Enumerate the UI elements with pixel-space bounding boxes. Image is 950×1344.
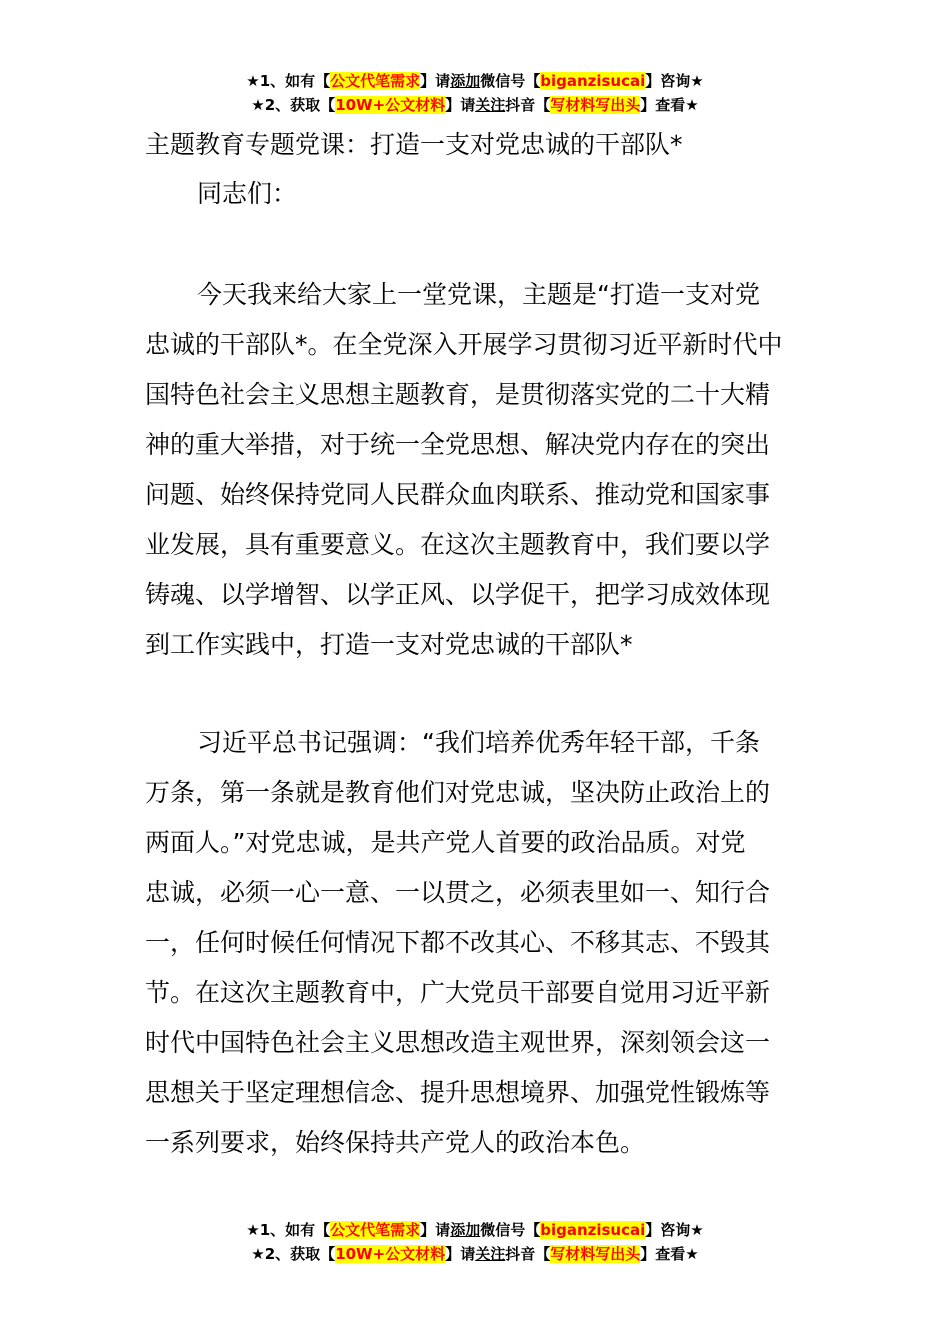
paragraph-line: 习近平总书记强调：“我们培养优秀年轻干部，千条 bbox=[197, 728, 760, 757]
highlight-douyin-account: 写材料写出头 bbox=[550, 96, 641, 114]
banner-text: 微信号【 bbox=[480, 72, 541, 90]
ad-banner-line-2 bbox=[0, 93, 950, 117]
paragraph-line: 一，任何时候任何情况下都不改其心、不移其志、不毁其 bbox=[145, 928, 771, 957]
ad-banner-top bbox=[0, 69, 950, 117]
ad-banner-line-2 bbox=[0, 1242, 950, 1266]
banner-text: 抖音【 bbox=[505, 96, 551, 114]
paragraph-line: 忠诚，必须一心一意、一以贯之，必须表里如一、知行合 bbox=[145, 878, 771, 907]
banner-text: 】请 bbox=[445, 1245, 476, 1263]
paragraph-2 bbox=[145, 718, 810, 1168]
banner-underlined-text: 添加 bbox=[450, 1221, 481, 1239]
banner-text: ★1、如有【 bbox=[246, 72, 331, 90]
highlight-service: 公文代笔需求 bbox=[330, 1221, 421, 1239]
paragraph-line: 思想关于坚定理想信念、提升思想境界、加强党性锻炼等 bbox=[145, 1078, 771, 1107]
paragraph-line: 一系列要求，始终保持共产党人的政治本色。 bbox=[145, 1128, 646, 1157]
banner-text: ★1、如有【 bbox=[246, 1221, 331, 1239]
banner-text: 微信号【 bbox=[480, 1221, 541, 1239]
banner-text: ★2、获取【 bbox=[251, 96, 336, 114]
paragraph-line: 节。在这次主题教育中，广大党员干部要自觉用习近平新 bbox=[145, 978, 771, 1007]
paragraph-line: 到工作实践中，打造一支对党忠诚的干部队* bbox=[145, 630, 633, 659]
highlight-wechat-id: biganzisucai bbox=[540, 1221, 646, 1239]
banner-text: 】咨询★ bbox=[645, 72, 704, 90]
banner-text: 】查看★ bbox=[640, 96, 699, 114]
highlight-materials: 10W+公文材料 bbox=[335, 96, 446, 114]
banner-text: ★2、获取【 bbox=[251, 1245, 336, 1263]
banner-text: 抖音【 bbox=[505, 1245, 551, 1263]
paragraph-line: 业发展，具有重要意义。在这次主题教育中，我们要以学 bbox=[145, 530, 771, 559]
banner-text: 】请 bbox=[420, 72, 451, 90]
banner-text: 】请 bbox=[445, 96, 476, 114]
highlight-materials: 10W+公文材料 bbox=[335, 1245, 446, 1263]
banner-text: 】请 bbox=[420, 1221, 451, 1239]
ad-banner-bottom bbox=[0, 1218, 950, 1266]
banner-text: 】查看★ bbox=[640, 1245, 699, 1263]
ad-banner-line-1 bbox=[0, 1218, 950, 1242]
paragraph-line: 铸魂、以学增智、以学正风、以学促干，把学习成效体现 bbox=[145, 580, 771, 609]
paragraph-line: 神的重大举措，对于统一全党思想、解决党内存在的突出 bbox=[145, 430, 771, 459]
document-title: 主题教育专题党课：打造一支对党忠诚的干部队* bbox=[145, 130, 683, 159]
paragraph-line: 忠诚的干部队*。在全党深入开展学习贯彻习近平新时代中 bbox=[145, 330, 783, 359]
banner-underlined-text: 关注 bbox=[475, 96, 506, 114]
paragraph-line: 时代中国特色社会主义思想改造主观世界，深刻领会这一 bbox=[145, 1028, 771, 1057]
paragraph-1 bbox=[145, 270, 810, 670]
paragraph-line: 两面人。”对党忠诚，是共产党人首要的政治品质。对党 bbox=[145, 828, 746, 857]
highlight-service: 公文代笔需求 bbox=[330, 72, 421, 90]
banner-underlined-text: 关注 bbox=[475, 1245, 506, 1263]
paragraph-line: 问题、始终保持党同人民群众血肉联系、推动党和国家事 bbox=[145, 480, 771, 509]
paragraph-line: 国特色社会主义思想主题教育，是贯彻落实党的二十大精 bbox=[145, 380, 771, 409]
highlight-wechat-id: biganzisucai bbox=[540, 72, 646, 90]
highlight-douyin-account: 写材料写出头 bbox=[550, 1245, 641, 1263]
paragraph-line: 今天我来给大家上一堂党课，主题是“打造一支对党 bbox=[197, 280, 760, 309]
banner-underlined-text: 添加 bbox=[450, 72, 481, 90]
paragraph-line: 万条，第一条就是教育他们对党忠诚，坚决防止政治上的 bbox=[145, 778, 771, 807]
greeting: 同志们： bbox=[197, 179, 298, 208]
ad-banner-line-1 bbox=[0, 69, 950, 93]
banner-text: 】咨询★ bbox=[645, 1221, 704, 1239]
